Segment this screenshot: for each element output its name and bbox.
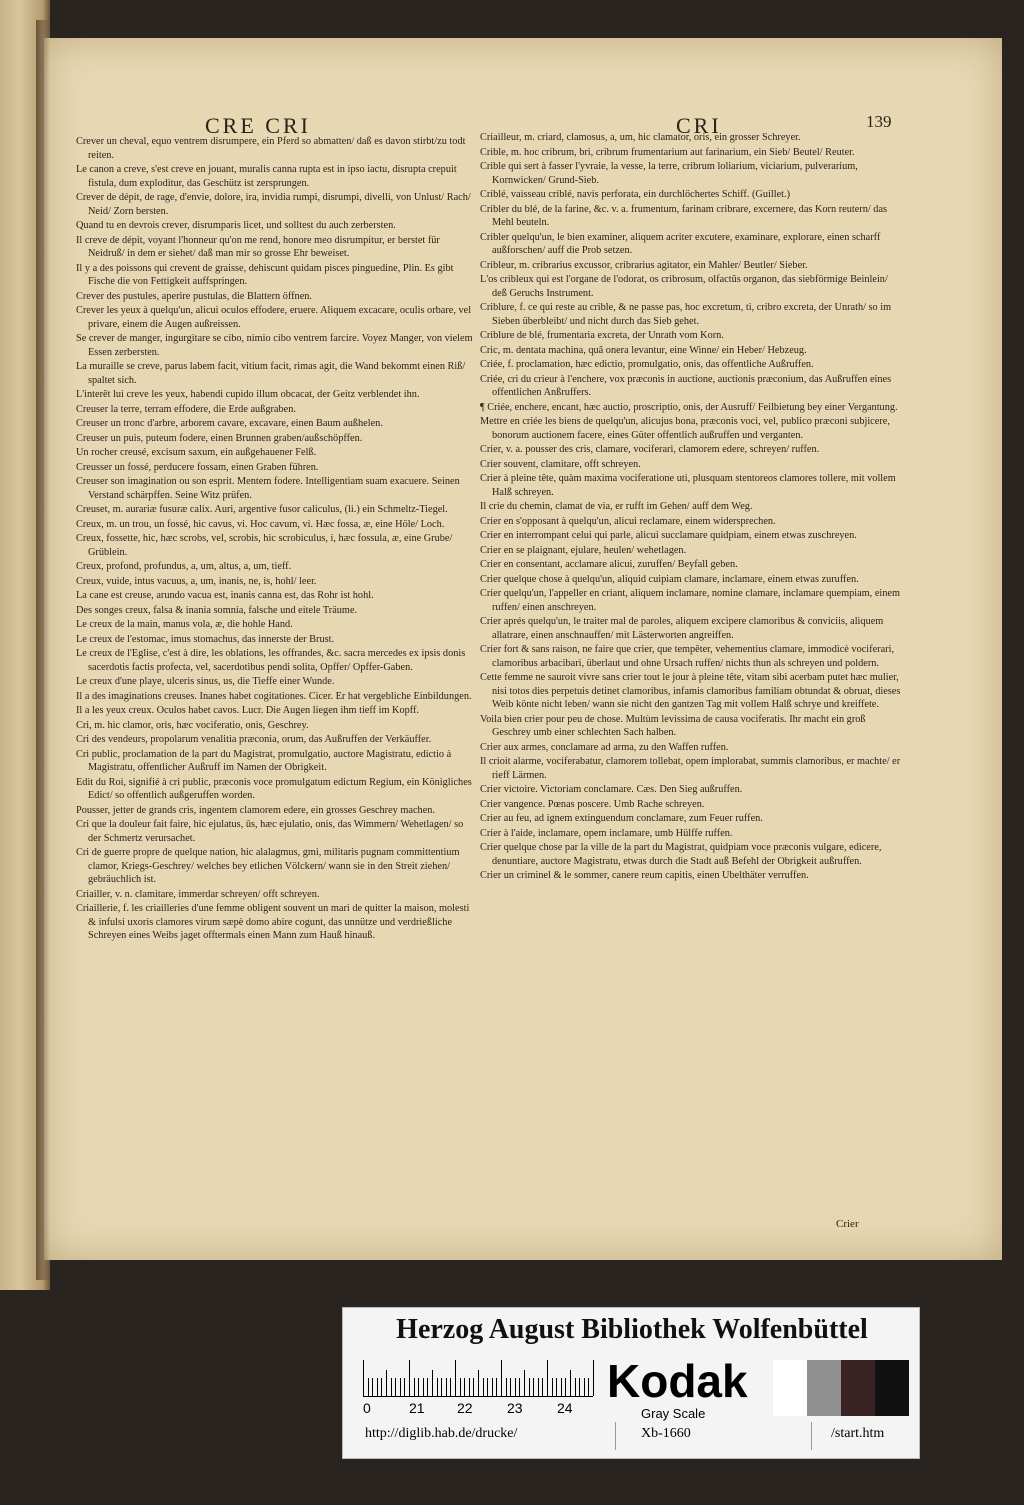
dictionary-entry: L'interêt lui creve les yeux, habendi cupido illum obcacat, der Geitz verblendet ihn.	[76, 389, 420, 400]
dictionary-entry: Mettre en criée les biens de quelqu'un, alicujus bona, præconis voci, vel, publico præconi subjicere, bonorum auctionem facere, eines Güter offentlich außruffen und verganten.	[480, 416, 890, 441]
ruler-label: 23	[507, 1400, 523, 1416]
dictionary-entry: Quand tu en devrois crever, disrumparis licet, und solltest du auch zerbersten.	[76, 220, 396, 231]
dictionary-entry: Criaillerie, f. les criailleries d'une femme obligent souvent un mari de quitter la maison, molesti & infulsi uxoris clamores virum sæpè domo abire cogunt, das unnütze und verdrießliche Schreyen eines Weibs jaget offtermals einen Mann zum Hauß hinauß.	[76, 903, 470, 941]
ruler-tick	[584, 1378, 585, 1396]
dictionary-entry: Le creux de la main, manus vola, æ, die hohle Hand.	[76, 619, 293, 630]
ruler-tick	[450, 1378, 451, 1396]
dictionary-entry: Cri de guerre propre de quelque nation, hic alalagmus, gmi, militaris pugnam committentium clamor, Kriegs-Geschrey/ welches bey etlichen Völckern/ wann sie in den Streit ziehen/ gebräuchlich ist.	[76, 847, 460, 885]
ruler-tick	[414, 1378, 415, 1396]
gray-scale-label: Gray Scale	[641, 1406, 706, 1421]
ruler-tick	[423, 1378, 424, 1396]
dictionary-entry: Creux, profond, profundus, a, um, altus, a, um, tieff.	[76, 561, 292, 572]
ruler-tick	[409, 1360, 410, 1396]
ruler-tick	[496, 1378, 497, 1396]
ruler-tick	[524, 1370, 525, 1396]
dictionary-entry: Le creux de l'Eglise, c'est à dire, les oblations, les offrandes, &c. sacra mercedes ex ipsis donis sacerdotis factis profecta, vel, sacerdotibus pendi solita, Opffer/ Opffer-Gaben.	[76, 648, 466, 673]
ruler-tick	[552, 1378, 553, 1396]
running-header-left: CRE CRI	[205, 113, 311, 138]
dictionary-entry: L'os cribleux qui est l'organe de l'odorat, os cribrosum, olfactûs organon, das siebförmige Beinlein/ deß Geruchs Instrument.	[480, 274, 888, 299]
ruler-tick	[483, 1378, 484, 1396]
dictionary-entry: Crier en s'opposant à quelqu'un, alicui reclamare, einem widersprechen.	[480, 515, 776, 527]
ruler-tick	[368, 1378, 369, 1396]
ruler-label: 24	[557, 1400, 573, 1416]
dictionary-entry: Crier quelqu'un, l'appeller en criant, aliquem inclamare, nomine clamare, inclamare quempiam, einem ruffen/ einen anschreyen.	[480, 588, 900, 613]
dictionary-entry: Creuser un tronc d'arbre, arborem cavare, excavare, einen Baum außhelen.	[76, 418, 383, 429]
dictionary-entry: Cribler du blé, de la farine, &c. v. a. frumentum, farinam cribrare, excernere, das Korn reutern/ das Mehl beuteln.	[480, 203, 888, 228]
ruler-tick	[473, 1378, 474, 1396]
dictionary-entry: Crier à pleine tête, quàm maxima vociferatione uti, plusquam stentoreos clamores tollere, mit vollem Halß schreyen.	[480, 473, 896, 498]
ruler-tick	[377, 1378, 378, 1396]
dictionary-entry: Il creve de dépit, voyant l'honneur qu'on me rend, honore meo disrumpitur, er berstet für Neidruß/ in dem er siehet/ daß man mir so grosse Ehr beweiset.	[76, 234, 440, 259]
dictionary-entry: Criailleur, m. criard, clamosus, a, um, hic clamator, oris, ein grosser Schreyer.	[480, 132, 801, 143]
left-column	[76, 135, 476, 944]
ruler-tick	[561, 1378, 562, 1396]
dictionary-entry: Il crioit alarme, vociferabatur, clamorem tollebat, opem implorabat, summis clamoribus, er machte/ er rieff Lärmen.	[480, 756, 901, 781]
ruler-tick	[404, 1378, 405, 1396]
dictionary-entry: Crier aux armes, conclamare ad arma, zu den Waffen ruffen.	[480, 741, 729, 753]
ruler-tick	[395, 1378, 396, 1396]
ruler-tick	[478, 1370, 479, 1396]
dictionary-entry: Cri que la douleur fait faire, hic ejulatus, ûs, hæc ejulatio, onis, das Wimmern/ Wehetlagen/ so der Schmertz verursachet.	[76, 819, 464, 844]
brand-logo: Kodak	[607, 1355, 748, 1407]
dictionary-entry: Crible qui sert à fasser l'yvraie, la vesse, la terre, cribrum loliarium, viciarium, pulverarium, Kornwicken/ Grund-Sieb.	[480, 161, 858, 186]
dictionary-entry: Cette femme ne sauroit vivre sans crier tout le jour à pleine tête, vitam sibi acerbam putet hæc mulier, nisi totos dies perpetuis detinet clamoribus, infamis clamoribus familiam obtundat & obruat, dieses Weib könte nicht leben/ wann sie nicht den gantzen Tag mit vollem Halß schrye und kreiffete.	[480, 672, 901, 710]
dictionary-entry: Il crie du chemin, clamat de via, er rufft im Gehen/ auff dem Weg.	[480, 501, 753, 512]
dictionary-entry: Creuser son imagination ou son esprit. Mentem fodere. Intelligentiam suam exacuere. Seinen Verstand schärpffen. Seine Witz prüfen.	[76, 476, 460, 501]
ruler-tick	[441, 1378, 442, 1396]
ruler-label: 21	[409, 1400, 425, 1416]
catchword: Crier	[836, 1218, 859, 1230]
ruler-tick	[510, 1378, 511, 1396]
ruler-label: 22	[457, 1400, 473, 1416]
ruler-tick	[432, 1370, 433, 1396]
dictionary-entry: Crier vangence. Pœnas poscere. Umb Rache schreyen.	[480, 798, 705, 810]
dictionary-entry: Criblé, vaisseau criblé, navis perforata, ein durchlöchertes Schiff. (Guillet.)	[480, 189, 791, 200]
dictionary-entry: Creuser un puis, puteum fodere, einen Brunnen graben/außschöpffen.	[76, 432, 363, 444]
gutter-shadow	[36, 20, 50, 1280]
shelf-mark: Xb-1660	[641, 1426, 691, 1441]
ruler-tick	[501, 1360, 502, 1396]
dictionary-entry: Crier, v. a. pousser des cris, clamare, vociferari, clamorem edere, schreyen/ ruffen.	[480, 444, 820, 455]
dictionary-entry: Crier en interrompant celui qui parle, alicui succlamare quidpiam, einem etwas zuschreyen.	[480, 530, 857, 541]
dictionary-entry: Crible, m. hoc cribrum, bri, cribrum frumentarium aut farinarium, ein Sieb/ Beutel/ Reuter.	[480, 146, 855, 158]
running-header-right: CRI	[676, 113, 722, 138]
dictionary-entry: Creuset, m. aurariæ fusuræ calix. Auri, argentive fusor caliculus, (li.) ein Schmeltz-Tiegel.	[76, 504, 448, 515]
dictionary-entry: Creux, fossette, hic, hæc scrobs, vel, scrobis, hic scrobiculus, i, hæc fossula, æ, eine Grube/ Grüblein.	[76, 533, 453, 558]
ruler-label: 0	[363, 1400, 371, 1416]
dictionary-entry: Il a des imaginations creuses. Inanes habet cogitationes. Cicer. Er hat vergebliche Einbildungen.	[76, 690, 472, 702]
ruler-tick	[579, 1378, 580, 1396]
ruler-tick	[381, 1378, 382, 1396]
dictionary-entry: La muraille se creve, parus labem facit, vitium facit, rimas agit, die Wand bekommt einen Riß/ spaltet sich.	[76, 361, 466, 386]
dictionary-entry: Creuser la terre, terram effodere, die Erde außgraben.	[76, 403, 296, 415]
start-path: /start.htm	[831, 1426, 885, 1441]
dictionary-entry: Crier aprés quelqu'un, le traiter mal de paroles, aliquem excipere clamoribus & conviciis, aliquem allatrare, einen anschnauffen/ mit Lästerworten angreiffen.	[480, 616, 884, 641]
ruler-tick	[588, 1378, 589, 1396]
dictionary-entry: Criblure, f. ce qui reste au crible, & ne passe pas, hoc excretum, ti, cribro excreta, der Unrath/ so im Sieben überbleibt/ und nicht durch das Sieb gehet.	[480, 302, 892, 327]
dictionary-entry: La cane est creuse, arundo vacua est, inanis canna est, das Rohr ist hohl.	[76, 590, 374, 601]
dictionary-entry: Crever un cheval, equo ventrem disrumpere, ein Pferd so abmatten/ daß es davon stirbt/zu todt reiten.	[76, 136, 466, 161]
ruler-tick	[464, 1378, 465, 1396]
ruler-tick	[519, 1378, 520, 1396]
ruler-tick	[556, 1378, 557, 1396]
ruler-tick	[437, 1378, 438, 1396]
ruler-tick	[515, 1378, 516, 1396]
swatch-black	[875, 1360, 909, 1416]
ruler-tick	[570, 1370, 571, 1396]
dictionary-entry: Crier à l'aide, inclamare, opem inclamare, umb Hülffe ruffen.	[480, 827, 733, 839]
ruler-tick	[427, 1378, 428, 1396]
dictionary-entry: Creux, m. un trou, un fossé, hic cavus, vi. Hoc cavum, vi. Hæc fossa, æ, eine Höle/ Loch.	[76, 518, 445, 530]
dictionary-entry: Criailler, v. n. clamitare, immerdar schreyen/ offt schreyen.	[76, 888, 320, 900]
dictionary-entry: Cric, m. dentata machina, quâ onera levantur, eine Winne/ ein Heber/ Hebzeug.	[480, 344, 807, 356]
ruler-tick	[506, 1378, 507, 1396]
ruler-tick	[547, 1360, 548, 1396]
ruler-tick	[565, 1378, 566, 1396]
dictionary-entry: Des songes creux, falsa & inania somnia, falsche und eitele Träume.	[76, 604, 358, 616]
ruler-tick	[469, 1378, 470, 1396]
swatch-white	[773, 1360, 807, 1416]
dictionary-entry: Crier quelque chose à quelqu'un, aliquid cuipiam clamare, inclamare, einem etwas zuruffen.	[480, 573, 859, 585]
dictionary-entry: Crier quelque chose par la ville de la part du Magistrat, quidpiam voce præconis vulgare, edicere, denuntiare, auctore Magistratu, etwas durch die Stadt auß Befehl der Obrigkeit außruffen.	[480, 842, 882, 867]
separator	[615, 1422, 616, 1450]
dictionary-entry: Crier en consentant, acclamare alicui, zuruffen/ Beyfall geben.	[480, 559, 738, 570]
swatch-dark	[841, 1360, 875, 1416]
ruler-tick	[400, 1378, 401, 1396]
gray-swatches	[773, 1360, 909, 1416]
ruler-tick	[575, 1378, 576, 1396]
ruler-tick	[538, 1378, 539, 1396]
dictionary-entry: Crever des pustules, aperire pustulas, die Blattern öffnen.	[76, 290, 312, 302]
dictionary-entry: Criée, cri du crieur à l'enchere, vox præconis in auctione, auctionis præconium, das Außruffen eines offentlichen Anßruffers.	[480, 373, 892, 398]
ruler	[363, 1360, 593, 1397]
dictionary-entry: Crier victoire. Victoriam conclamare. Cæs. Den Sieg außruffen.	[480, 784, 743, 795]
dictionary-entry: Cri public, proclamation de la part du Magistrat, promulgatio, auctore Magistratu, edictio à Magistratu, offentlicher Außruff im Namen der Obrigkeit.	[76, 748, 452, 773]
swatch-gray	[807, 1360, 841, 1416]
dictionary-entry: Il a les yeux creux. Oculos habet cavos. Lucr. Die Augen liegen ihm tieff im Kopff.	[76, 705, 420, 716]
dictionary-entry: Criée, f. proclamation, hæc edictio, promulgatio, onis, das offentliche Außruffen.	[480, 359, 814, 370]
ruler-tick	[372, 1378, 373, 1396]
dictionary-entry: Pousser, jetter de grands cris, ingentem clamorem edere, ein grosses Geschrey machen.	[76, 804, 435, 816]
dictionary-entry: Cribleur, m. cribrarius excussor, cribrarius agitator, ein Mahler/ Beutler/ Sieber.	[480, 259, 808, 271]
dictionary-entry: Crier souvent, clamitare, offt schreyen.	[480, 458, 641, 470]
color-target-card	[342, 1307, 920, 1459]
ruler-tick	[542, 1378, 543, 1396]
dictionary-entry: Edit du Roi, signifié à cri public, præconis voce promulgatum edictum Regium, ein Königliches Edict/ so offentlich außgeruffen worden.	[76, 776, 472, 801]
ruler-tick	[363, 1360, 364, 1396]
dictionary-entry: Voila bien crier pour peu de chose. Multùm levissima de causa vociferatis. Ihr macht ein groß Geschrey umb einer schlechten Sach halben.	[480, 713, 866, 738]
dictionary-entry: Il y a des poissons qui crevent de graisse, dehiscunt quidam pisces pinguedine, Plin. Es gibt Fische die von Fettigkeit auffspringen.	[76, 262, 454, 287]
ruler-tick	[487, 1378, 488, 1396]
dictionary-entry: Cri, m. hic clamor, oris, hæc vociferatio, onis, Geschrey.	[76, 719, 309, 731]
dictionary-entry: Se crever de manger, ingurgitare se cibo, nimio cibo ventrem farcire. Voyez Manger, von vielem Essen zerbersten.	[76, 333, 473, 358]
ruler-tick	[529, 1378, 530, 1396]
dictionary-entry: Crever de dépit, de rage, d'envie, dolore, ira, invidia rumpi, disrumpi, divelli, von Unlust/ Rach/ Neid/ Zorn bersten.	[76, 192, 471, 217]
dictionary-entry: ¶ Criée, enchere, encant, hæc auctio, proscriptio, onis, der Ausruff/ Feilbietung bey einer Vergantung.	[480, 401, 898, 413]
right-column	[480, 131, 904, 884]
dictionary-entry: Cribler quelqu'un, le bien examiner, aliquem acriter excutere, examinare, explorare, einen scharff außforschen/ auff die Prob setzen.	[480, 231, 881, 256]
ruler-tick	[418, 1378, 419, 1396]
dictionary-entry: Crier fort & sans raison, ne faire que crier, que tempêter, vehementius clamare, immodicè vociferari, clamoribus arbacibari, überlaut und ohne Ursach ruffen/ nichts thun als schreyen und poldern.	[480, 644, 895, 669]
ruler-tick	[391, 1378, 392, 1396]
separator	[811, 1422, 812, 1450]
ruler-tick	[460, 1378, 461, 1396]
dictionary-entry: Crier un criminel & le sommer, canere reum capitis, einen Ubelthäter verruffen.	[480, 870, 809, 881]
dictionary-entry: Un rocher creusé, excisum saxum, ein außgehauener Felß.	[76, 447, 317, 458]
dictionary-entry: Le creux d'une playe, ulceris sinus, us, die Tieffe einer Wunde.	[76, 676, 335, 687]
library-title: Herzog August Bibliothek Wolfenbüttel	[396, 1314, 868, 1345]
ruler-tick	[492, 1378, 493, 1396]
ruler-tick	[386, 1370, 387, 1396]
dictionary-entry: Le canon a creve, s'est creve en jouant, muralis canna rupta est in ipso iactu, disrupta crepuit fistula, dum exploditur, das Geschütz ist zersprungen.	[76, 164, 457, 189]
dictionary-entry: Crever les yeux à quelqu'un, alicui oculos effodere, eruere. Aliquem excacare, oculis orbare, vel privare, einem die Augen außreissen.	[76, 305, 472, 330]
dictionary-entry: Creusser un fossé, perducere fossam, einen Graben führen.	[76, 461, 319, 473]
ruler-tick	[455, 1360, 456, 1396]
dictionary-entry: Le creux de l'estomac, imus stomachus, das innerste der Brust.	[76, 633, 335, 645]
ruler-tick	[533, 1378, 534, 1396]
source-url: http://diglib.hab.de/drucke/	[365, 1426, 518, 1441]
page-number: 139	[866, 112, 892, 131]
dictionary-entry: Cri des vendeurs, propolarum venalitia præconia, orum, das Außruffen der Verkäuffer.	[76, 734, 432, 745]
ruler-tick	[593, 1360, 594, 1396]
ruler-tick	[446, 1378, 447, 1396]
dictionary-entry: Criblure de blé, frumentaria excreta, der Unrath vom Korn.	[480, 330, 724, 341]
dictionary-entry: Creux, vuide, intus vacuus, a, um, inanis, ne, is, hohl/ leer.	[76, 575, 317, 587]
dictionary-entry: Crier au feu, ad ignem extinguendum conclamare, zum Feuer ruffen.	[480, 813, 763, 824]
dictionary-entry: Crier en se plaignant, ejulare, heulen/ wehetlagen.	[480, 544, 687, 556]
